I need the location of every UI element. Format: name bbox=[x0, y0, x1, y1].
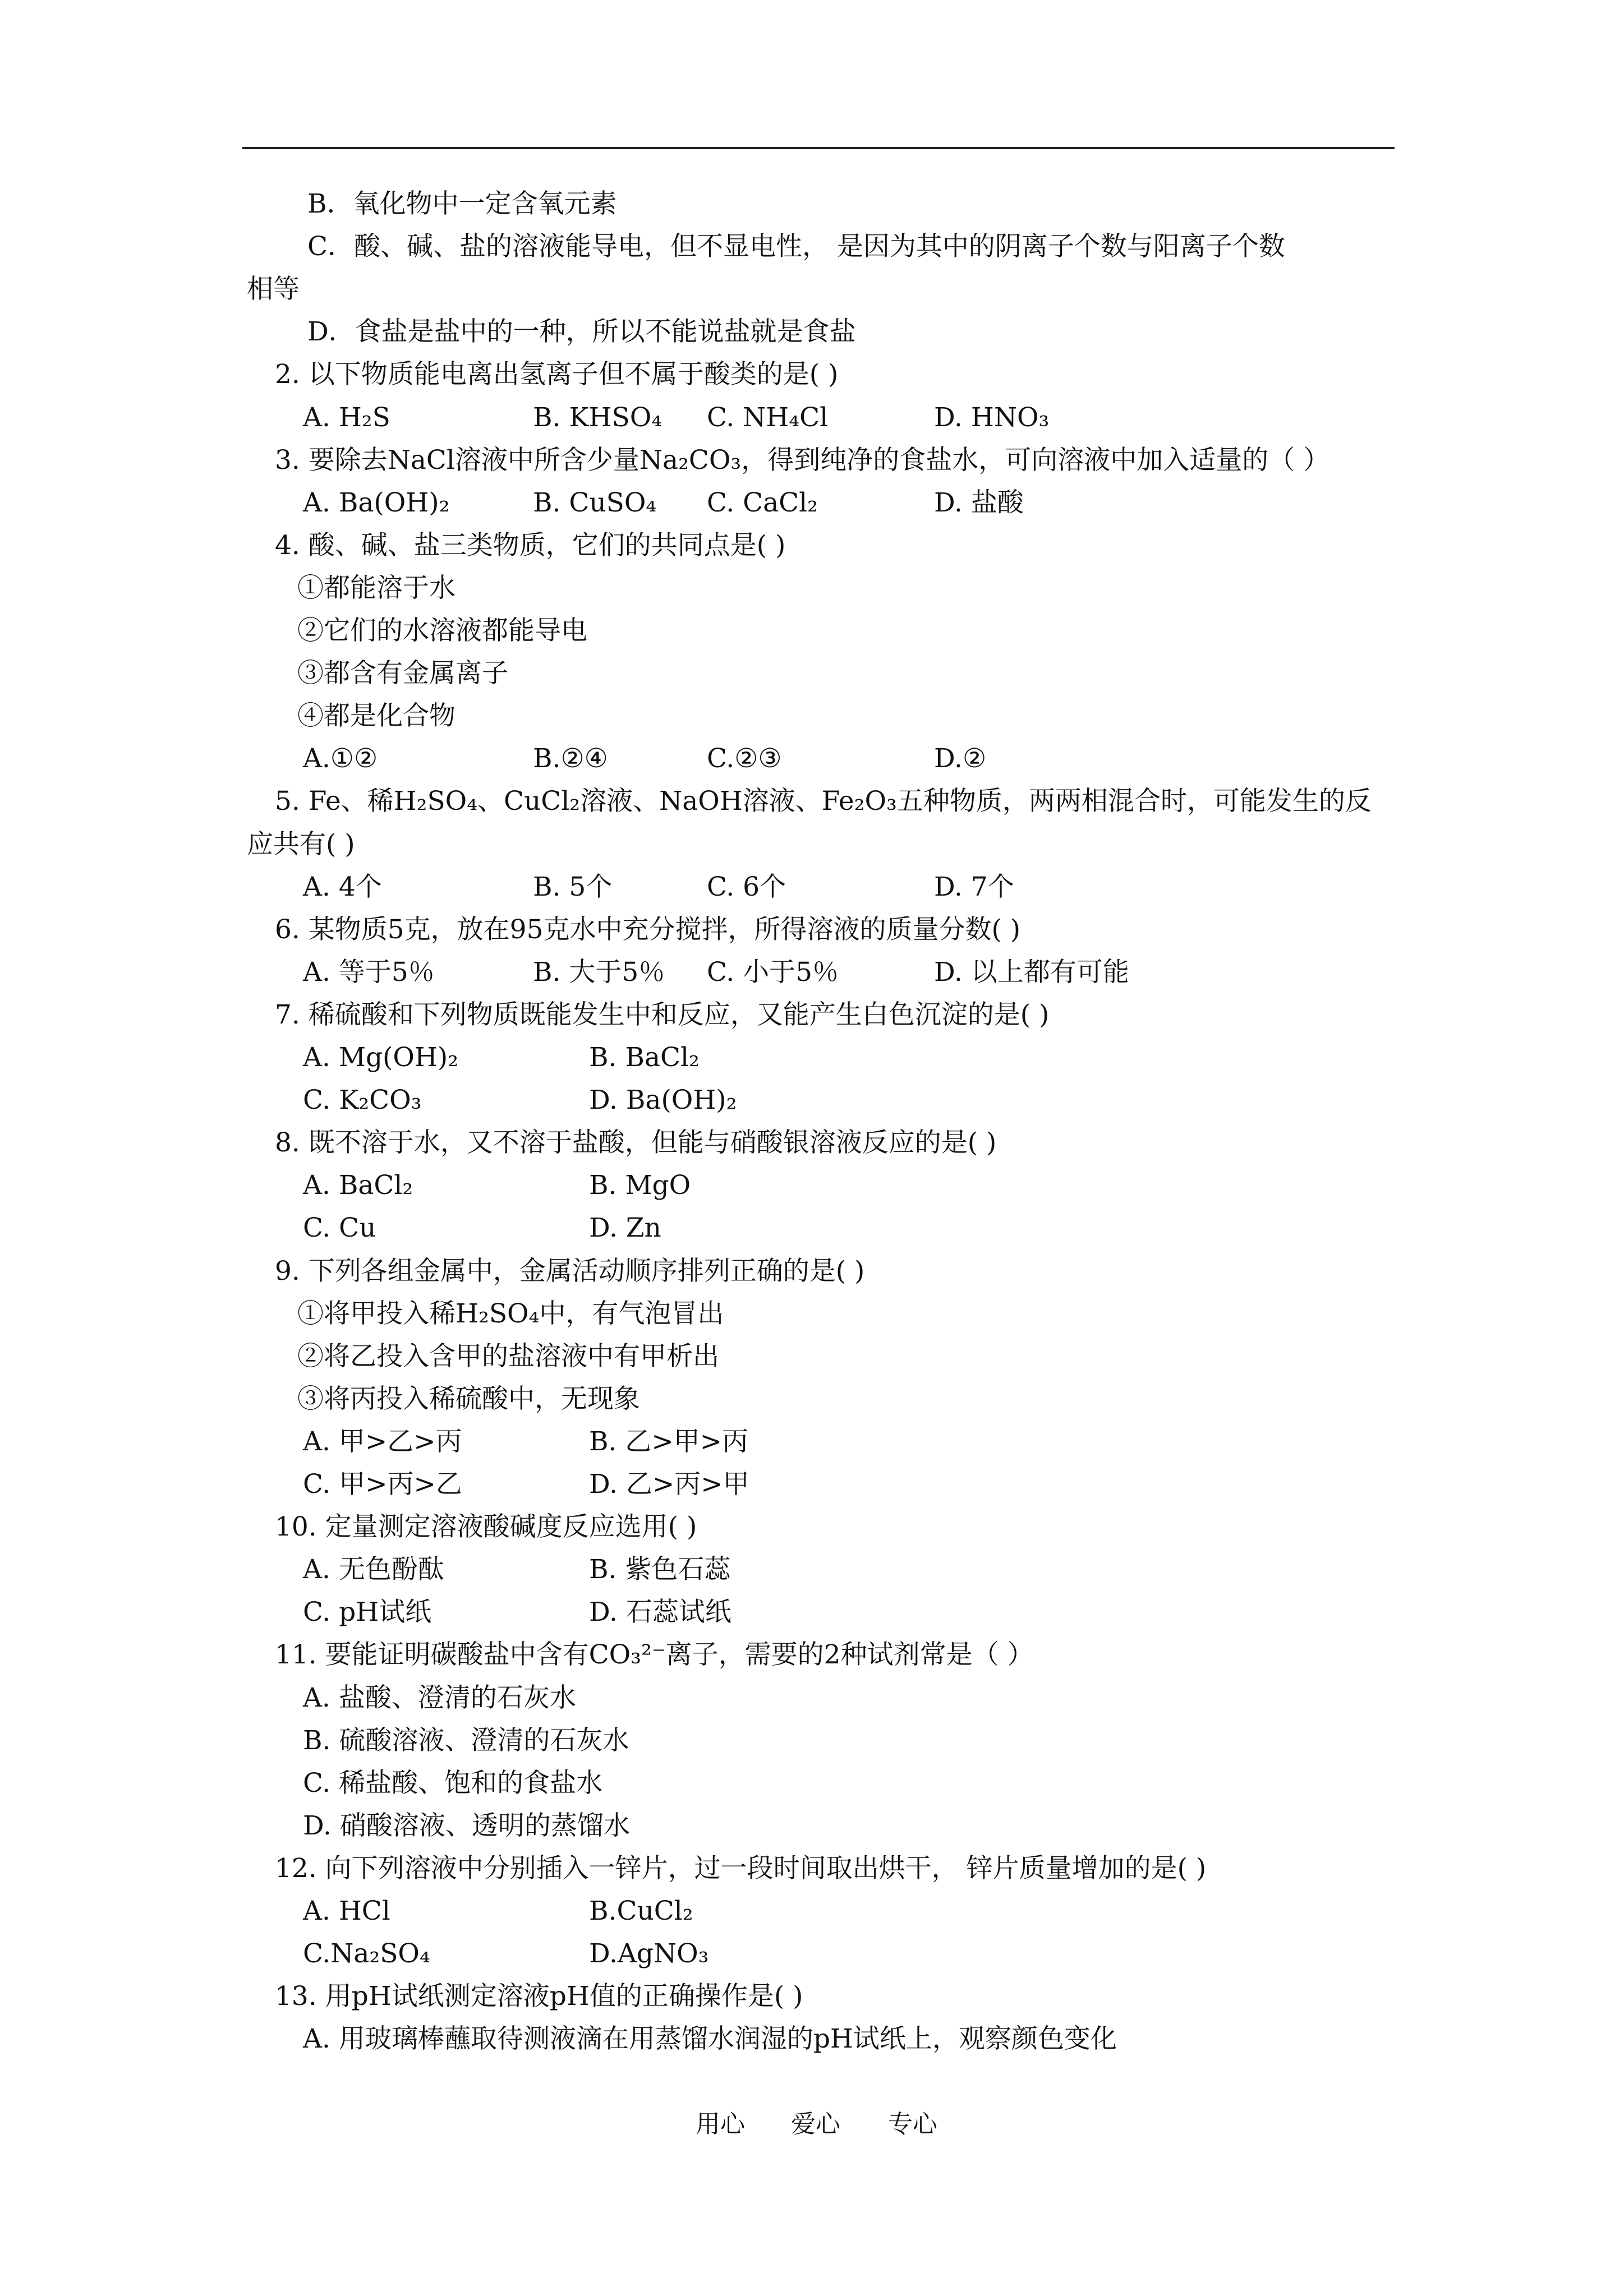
answer-option: D. 以上都有可能 bbox=[934, 956, 1129, 988]
question-stem: 11. 要能证明碳酸盐中含有CO₃²⁻离子，需要的2种试剂常是（ ） bbox=[275, 1639, 1034, 1671]
answer-option: C. 甲>丙>乙 bbox=[303, 1469, 462, 1500]
answer-option: D. 硝酸溶液、透明的蒸馏水 bbox=[303, 1810, 630, 1841]
header-rule bbox=[242, 147, 1395, 149]
answer-option: A. BaCl₂ bbox=[303, 1170, 413, 1201]
answer-option: C. 6个 bbox=[707, 871, 786, 902]
answer-option: D.AgNO₃ bbox=[589, 1938, 709, 1970]
answer-option: B.CuCl₂ bbox=[589, 1896, 693, 1926]
answer-option: C. pH试纸 bbox=[303, 1597, 432, 1628]
answer-option: D. Zn bbox=[589, 1212, 661, 1244]
condition-item: ③将丙投入稀硫酸中，无现象 bbox=[297, 1383, 640, 1414]
answer-option: A. H₂S bbox=[303, 402, 390, 433]
answer-option: C. K₂CO₃ bbox=[303, 1085, 422, 1116]
answer-option: A. 用玻璃棒蘸取待测液滴在用蒸馏水润湿的pH试纸上，观察颜色变化 bbox=[303, 2023, 1117, 2055]
question-stem: 5. Fe、稀H₂SO₄、CuCl₂溶液、NaOH溶液、Fe₂O₃五种物质，两两相混合时，可能发生的反 bbox=[275, 786, 1372, 817]
question-stem-continued: 应共有( ) bbox=[247, 828, 355, 860]
answer-option: C. 小于5％ bbox=[707, 956, 839, 988]
answer-option: B. KHSO₄ bbox=[533, 402, 663, 433]
answer-option: C.Na₂SO₄ bbox=[303, 1938, 430, 1970]
answer-option: B.②④ bbox=[533, 743, 608, 774]
answer-option: B. BaCl₂ bbox=[589, 1042, 700, 1073]
answer-option: D. 乙>丙>甲 bbox=[589, 1469, 749, 1500]
condition-item: ②将乙投入含甲的盐溶液中有甲析出 bbox=[297, 1340, 719, 1372]
answer-option: C. Cu bbox=[303, 1212, 376, 1244]
answer-option: A. Mg(OH)₂ bbox=[303, 1042, 459, 1073]
answer-option: B. 硫酸溶液、澄清的石灰水 bbox=[303, 1725, 629, 1756]
intro-line: 相等 bbox=[247, 274, 300, 305]
question-stem: 10. 定量测定溶液酸碱度反应选用( ) bbox=[275, 1511, 697, 1543]
question-stem: 4. 酸、碱、盐三类物质，它们的共同点是( ) bbox=[275, 529, 786, 561]
answer-option: B. CuSO₄ bbox=[533, 487, 657, 518]
answer-option: A. 甲>乙>丙 bbox=[303, 1426, 462, 1457]
question-stem: 13. 用pH试纸测定溶液pH值的正确操作是( ) bbox=[275, 1981, 803, 2012]
question-stem: 7. 稀硫酸和下列物质既能发生中和反应，又能产生白色沉淀的是( ) bbox=[275, 999, 1050, 1030]
condition-item: ①将甲投入稀H₂SO₄中，有气泡冒出 bbox=[297, 1298, 724, 1329]
answer-option: A. HCl bbox=[303, 1896, 390, 1926]
question-stem: 12. 向下列溶液中分别插入一锌片，过一段时间取出烘干， 锌片质量增加的是( ) bbox=[275, 1852, 1207, 1884]
answer-option: B. MgO bbox=[589, 1170, 691, 1201]
answer-option: C. NH₄Cl bbox=[707, 402, 829, 433]
answer-option: A. 等于5％ bbox=[303, 956, 435, 988]
answer-option: D. 盐酸 bbox=[934, 487, 1024, 518]
answer-option: A. 盐酸、澄清的石灰水 bbox=[303, 1682, 576, 1713]
answer-option: A. 4个 bbox=[303, 871, 382, 902]
footer-text-1: 用心 bbox=[696, 2110, 745, 2138]
answer-option: C. 稀盐酸、饱和的食盐水 bbox=[303, 1767, 603, 1799]
footer-text-3: 专心 bbox=[888, 2110, 937, 2138]
answer-option: D. HNO₃ bbox=[934, 402, 1050, 433]
question-stem: 2. 以下物质能电离出氢离子但不属于酸类的是( ) bbox=[275, 359, 839, 390]
answer-option: B. 紫色石蕊 bbox=[589, 1554, 731, 1585]
answer-option: A.①② bbox=[303, 743, 378, 774]
answer-option: D. Ba(OH)₂ bbox=[589, 1085, 737, 1116]
answer-option: D. 7个 bbox=[934, 871, 1014, 902]
condition-item: ③都含有金属离子 bbox=[297, 658, 508, 689]
footer-text-2: 爱心 bbox=[791, 2110, 840, 2138]
condition-item: ④都是化合物 bbox=[297, 700, 456, 732]
answer-option: D. 石蕊试纸 bbox=[589, 1597, 732, 1628]
answer-option: B. 大于5％ bbox=[533, 956, 665, 988]
answer-option: A. Ba(OH)₂ bbox=[303, 487, 450, 518]
condition-item: ②它们的水溶液都能导电 bbox=[297, 615, 587, 646]
intro-line: B．氧化物中一定含氧元素 bbox=[307, 188, 617, 219]
intro-line: D．食盐是盐中的一种，所以不能说盐就是食盐 bbox=[307, 316, 856, 348]
intro-line: C．酸、碱、盐的溶液能导电，但不显电性， 是因为其中的阴离子个数与阳离子个数 bbox=[307, 231, 1285, 262]
question-stem: 9. 下列各组金属中，金属活动顺序排列正确的是( ) bbox=[275, 1255, 865, 1287]
question-stem: 6. 某物质5克，放在95克水中充分搅拌，所得溶液的质量分数( ) bbox=[275, 914, 1021, 945]
question-stem: 8. 既不溶于水，又不溶于盐酸，但能与硝酸银溶液反应的是( ) bbox=[275, 1127, 997, 1159]
answer-option: B. 乙>甲>丙 bbox=[589, 1426, 749, 1457]
question-stem: 3. 要除去NaCl溶液中所含少量Na₂CO₃，得到纯净的食盐水，可向溶液中加入适量的（ ） bbox=[275, 444, 1330, 476]
answer-option: A. 无色酚酞 bbox=[303, 1554, 444, 1585]
answer-option: B. 5个 bbox=[533, 871, 613, 902]
answer-option: C.②③ bbox=[707, 743, 782, 774]
condition-item: ①都能溶于水 bbox=[297, 572, 456, 603]
answer-option: C. CaCl₂ bbox=[707, 487, 818, 518]
answer-option: D.② bbox=[934, 743, 987, 774]
